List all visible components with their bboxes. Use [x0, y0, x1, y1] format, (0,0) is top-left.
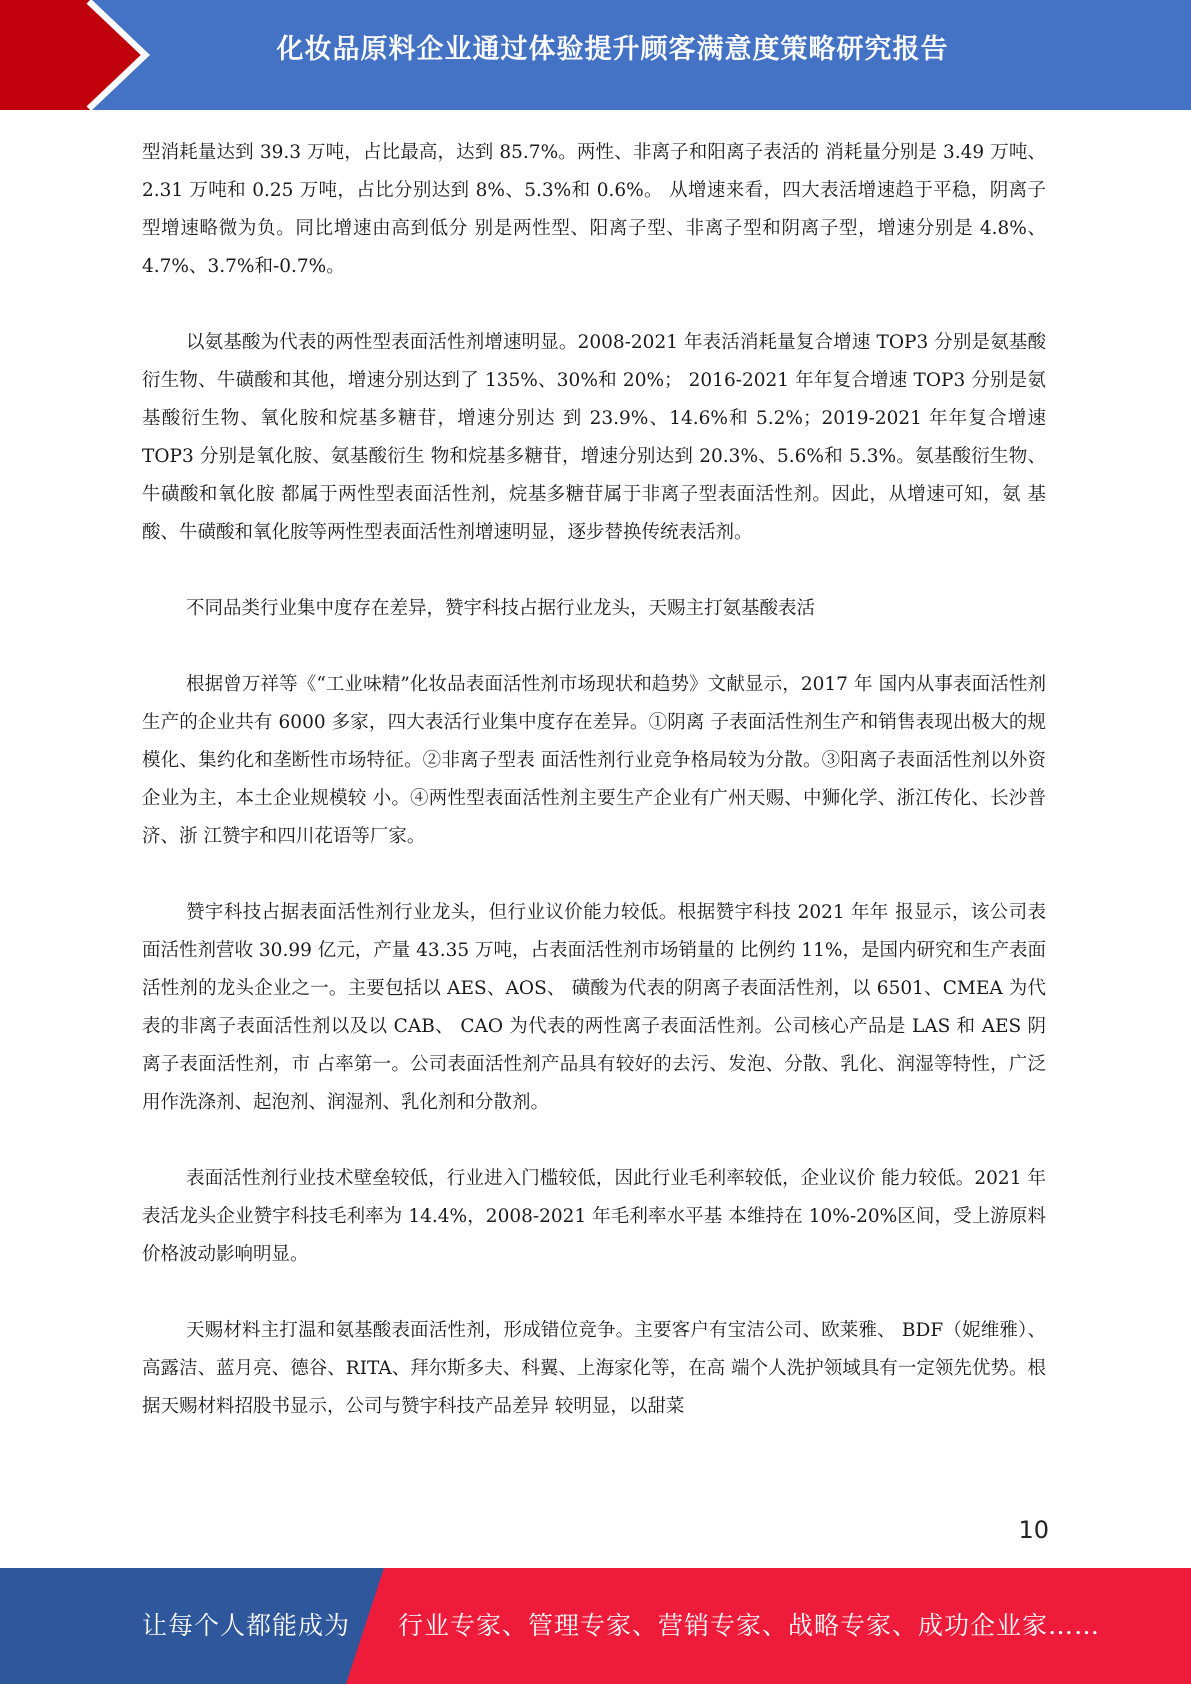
report-title: 化妆品原料企业通过体验提升顾客满意度策略研究报告 [276, 34, 949, 65]
page-number: 10 [1018, 1516, 1049, 1544]
page-footer [0, 1568, 1191, 1684]
paragraph: 型消耗量达到 39.3 万吨，占比最高，达到 85.7%。两性、非离子和阳离子表活的 消耗量分别是 3.49 万吨、2.31 万吨和 0.25 万吨，占比分别达到 8%、5.3%和 0.6%。 从增速来看，四大表活增速趋于平稳，阴离子型增速略微为负。同比增速由高到低分 别是两性型、阳离子型、非离子型和阴离子型，增速分别是 4.8%、4.7%、3.7%和-0.7%。 [142, 142, 1046, 277]
paragraph: 天赐材料主打温和氨基酸表面活性剂，形成错位竞争。主要客户有宝洁公司、欧莱雅、 BDF（妮维雅）、高露洁、蓝月亮、德谷、RITA、拜尔斯多夫、科翼、上海家化等，在高 端个人洗护领域具有一定领先优势。根据天赐材料招股书显示，公司与赞宇科技产品差异 较明显，以甜菜 [142, 1320, 1046, 1417]
paragraph: 以氨基酸为代表的两性型表面活性剂增速明显。2008-2021 年表活消耗量复合增速 TOP3 分别是氨基酸衍生物、牛磺酸和其他，增速分别达到了 135%、30%和 20%； 2016-2021 年年复合增速 TOP3 分别是氨基酸衍生物、氧化胺和烷基多糖苷，增速分别达 到 23.9%、14.6%和 5.2%；2019-2021 年年复合增速 TOP3 分别是氧化胺、氨基酸衍生 物和烷基多糖苷，增速分别达到 20.3%、5.6%和 5.3%。氨基酸衍生物、牛磺酸和氧化胺 都属于两性型表面活性剂，烷基多糖苷属于非离子型表面活性剂。因此，从增速可知，氨 基酸、牛磺酸和氧化胺等两性型表面活性剂增速明显，逐步替换传统表活剂。 [142, 332, 1046, 543]
paragraph: 根据曾万祥等《“工业味精”化妆品表面活性剂市场现状和趋势》文献显示，2017 年 国内从事表面活性剂生产的企业共有 6000 多家，四大表活行业集中度存在差异。①阴离 子表面活性剂生产和销售表现出极大的规模化、集约化和垄断性市场特征。②非离子型表 面活性剂行业竞争格局较为分散。③阳离子表面活性剂以外资企业为主，本土企业规模较 小。④两性型表面活性剂主要生产企业有广州天赐、中狮化学、浙江传化、长沙普济、浙 江赞宇和四川花语等厂家。 [142, 674, 1046, 847]
paragraph: 赞宇科技占据表面活性剂行业龙头，但行业议价能力较低。根据赞宇科技 2021 年年 报显示，该公司表面活性剂营收 30.99 亿元，产量 43.35 万吨，占表面活性剂市场销量的 比例约 11%，是国内研究和生产表面活性剂的龙头企业之一。主要包括以 AES、AOS、 磺酸为代表的阴离子表面活性剂，以 6501、CMEA 为代表的非离子表面活性剂以及以 CAB、 CAO 为代表的两性离子表面活性剂。公司核心产品是 LAS 和 AES 阴离子表面活性剂，市 占率第一。公司表面活性剂产品具有较好的去污、发泡、分散、乳化、润湿等特性，广泛 用作洗涤剂、起泡剂、润湿剂、乳化剂和分散剂。 [142, 902, 1046, 1113]
paragraph: 表面活性剂行业技术壁垒较低，行业进入门槛较低，因此行业毛利率较低，企业议价 能力较低。2021 年表活龙头企业赞宇科技毛利率为 14.4%，2008-2021 年毛利率水平基 本维持在 10%-20%区间，受上游原料价格波动影响明显。 [142, 1168, 1046, 1265]
document-body [142, 134, 1046, 1464]
page-header [0, 0, 1191, 110]
footer-slogan-right: 行业专家、管理专家、营销专家、战略专家、成功企业家…… [398, 1611, 1101, 1640]
footer-slogan-left: 让每个人都能成为 [142, 1611, 351, 1640]
section-heading: 不同品类行业集中度存在差异，赞宇科技占据行业龙头，天赐主打氨基酸表活 [186, 598, 816, 619]
